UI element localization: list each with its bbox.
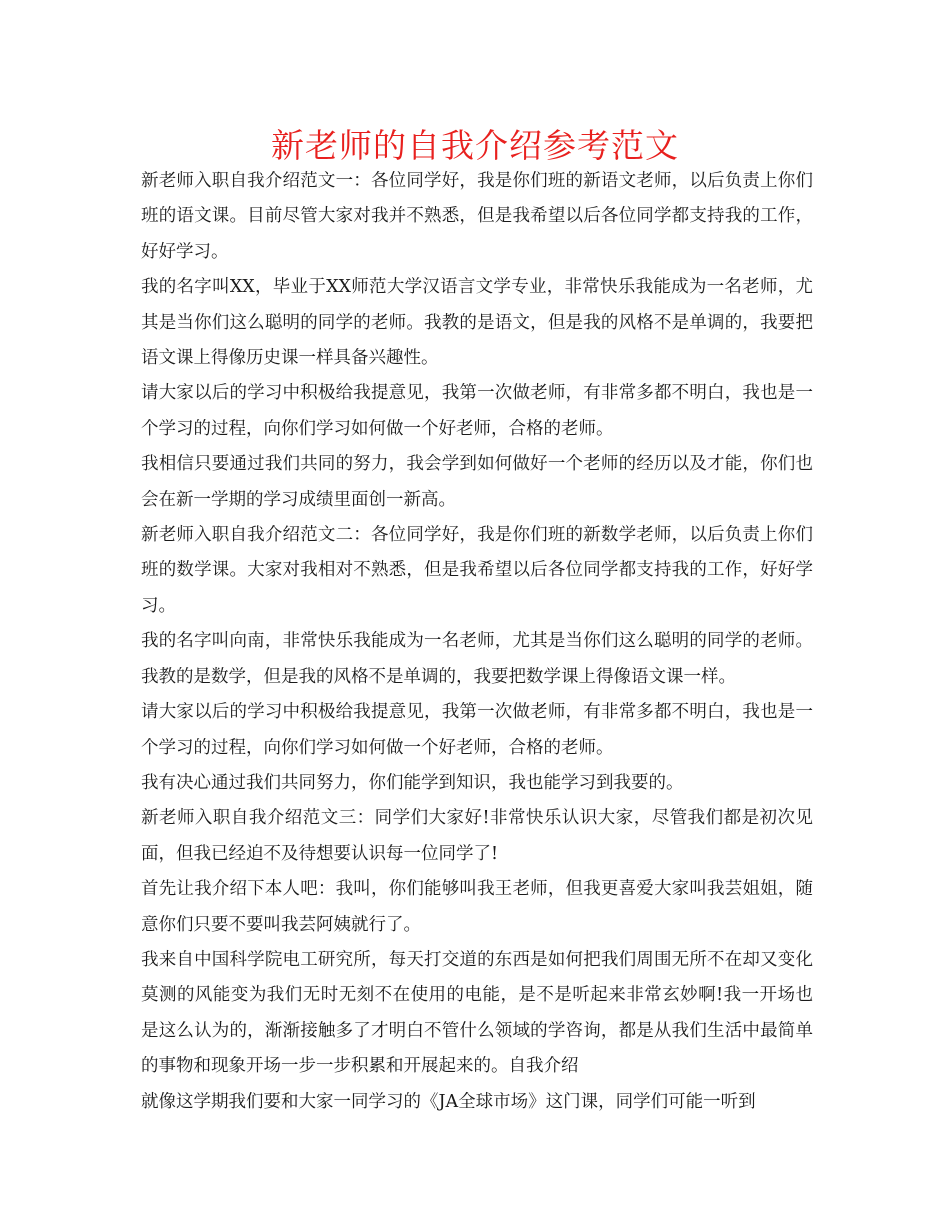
paragraph-11: 我来自中国科学院电工研究所，每天打交道的东西是如何把我们周围无所不在却又变化莫测的风能变为我们无时无刻不在使用的电能，是不是听起来非常玄妙啊!我一开场也是这么认为的，渐渐接触多了才明白不管什么领域的学咨询，都是从我们生活中最简单的事物和现象开场一步一步积累和开展起来的。自我介绍 [141, 949, 813, 1077]
paragraph-8: 我有决心通过我们共同努力，你们能学到知识，我也能学习到我要的。 [141, 772, 684, 793]
paragraph-9: 新老师入职自我介绍范文三：同学们大家好!非常快乐认识大家，尽管我们都是初次见面，但我已经迫不及待想要认识每一位同学了! [141, 808, 813, 864]
paragraph-7: 请大家以后的学习中积极给我提意见，我第一次做老师，有非常多都不明白，我也是一个学习的过程，向你们学习如何做一个好老师，合格的老师。 [141, 702, 813, 758]
document-title: 新老师的自我介绍参考范文 [271, 126, 679, 165]
paragraph-12: 就像这学期我们要和大家一同学习的《JA全球市场》这门课，同学们可能一听到 [141, 1091, 756, 1112]
paragraph-10: 首先让我介绍下本人吧：我叫，你们能够叫我王老师，但我更喜爱大家叫我芸姐姐，随意你们只要不要叫我芸阿姨就行了。 [141, 879, 813, 935]
paragraph-2: 我的名字叫XX，毕业于XX师范大学汉语言文学专业，非常快乐我能成为一名老师，尤其是当你们这么聪明的同学的老师。我教的是语文，但是我的风格不是单调的，我要把语文课上得像历史课一样具备兴趣性。 [141, 277, 813, 369]
paragraph-4: 我相信只要通过我们共同的努力，我会学到如何做好一个老师的经历以及才能，你们也会在新一学期的学习成绩里面创一新高。 [141, 454, 813, 510]
paragraph-1: 新老师入职自我介绍范文一：各位同学好，我是你们班的新语文老师，以后负责上你们班的语文课。目前尽管大家对我并不熟悉，但是我希望以后各位同学都支持我的工作，好好学习。 [141, 171, 813, 262]
paragraph-6: 我的名字叫向南，非常快乐我能成为一名老师，尤其是当你们这么聪明的同学的老师。我教的是数学，但是我的风格不是单调的，我要把数学课上得像语文课一样。 [141, 631, 813, 687]
paragraph-3: 请大家以后的学习中积极给我提意见，我第一次做老师，有非常多都不明白，我也是一个学习的过程，向你们学习如何做一个好老师，合格的老师。 [141, 383, 813, 439]
paragraph-5: 新老师入职自我介绍范文二：各位同学好，我是你们班的新数学老师，以后负责上你们班的数学课。大家对我相对不熟悉，但是我希望以后各位同学都支持我的工作，好好学习。 [141, 525, 813, 616]
document-body [141, 164, 813, 1120]
